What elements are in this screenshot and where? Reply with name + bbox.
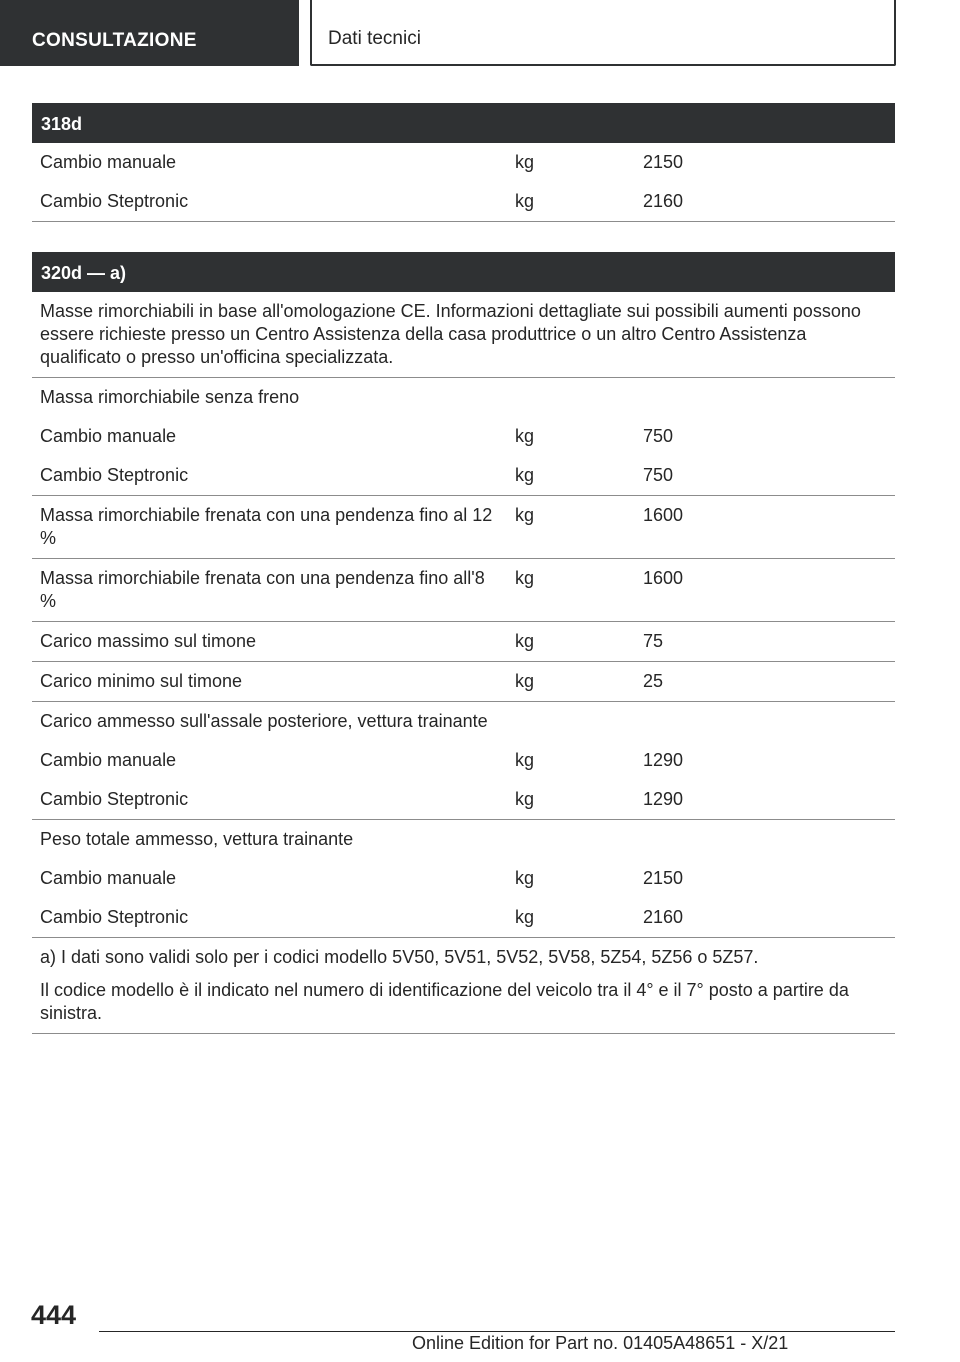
table-row	[32, 143, 895, 182]
row-label: Massa rimorchiabile frenata con una pendenza fino all'8 %	[40, 568, 485, 611]
row-label: Cambio manuale	[40, 152, 177, 172]
row-label: Cambio Steptronic	[40, 465, 189, 485]
row-label: Peso totale ammesso, vettura trainante	[40, 829, 354, 849]
row-label: Carico massimo sul timone	[40, 631, 257, 651]
row-value: 25	[643, 671, 664, 691]
row-unit: kg	[515, 868, 535, 888]
spec-table-320d	[32, 252, 895, 1034]
row-unit: kg	[515, 907, 535, 927]
group-heading	[32, 702, 895, 741]
intro-paragraph: Masse rimorchiabili in base all'omologazione CE. Informazioni dettagliate sui possibili aumenti possono essere richieste presso un Centro Assistenza della casa produttrice o un altro Centro Assistenza qualificato o presso un'officina specializzata.	[32, 292, 895, 378]
row-value: 1290	[643, 789, 684, 809]
footnote-a: a) I dati sono validi solo per i codici modello 5V50, 5V51, 5V52, 5V58, 5Z54, 5Z56 o 5Z57.	[40, 947, 759, 967]
row-unit: kg	[515, 568, 535, 588]
row-unit: kg	[515, 631, 535, 651]
section-tab	[0, 0, 299, 66]
row-unit: kg	[515, 671, 535, 691]
row-unit: kg	[515, 152, 535, 172]
row-label: Cambio manuale	[40, 868, 177, 888]
table-row	[32, 559, 895, 622]
row-label: Cambio Steptronic	[40, 907, 189, 927]
table-row	[32, 417, 895, 456]
table-row	[32, 622, 895, 662]
group-heading	[32, 378, 895, 417]
table-row	[32, 496, 895, 559]
row-label: Massa rimorchiabile senza freno	[40, 387, 300, 407]
table-row	[32, 662, 895, 702]
table-row	[32, 780, 895, 820]
row-label: Cambio Steptronic	[40, 789, 189, 809]
row-label: Cambio manuale	[40, 426, 177, 446]
row-value: 2150	[643, 868, 684, 888]
chapter-title: Dati tecnici	[328, 28, 421, 49]
row-label: Carico minimo sul timone	[40, 671, 243, 691]
row-value: 2160	[643, 191, 684, 211]
section-title: CONSULTAZIONE	[32, 30, 197, 51]
row-value: 2160	[643, 907, 684, 927]
table-row	[32, 859, 895, 898]
spec-table-318d	[32, 103, 895, 222]
footer-divider	[99, 1331, 895, 1332]
row-value: 75	[643, 631, 664, 651]
row-unit: kg	[515, 191, 535, 211]
table-heading: 318d	[32, 103, 895, 143]
table-row	[32, 741, 895, 780]
row-value: 750	[643, 426, 674, 446]
row-value: 1600	[643, 568, 684, 588]
table-heading: 320d — a)	[32, 252, 895, 292]
group-heading	[32, 820, 895, 859]
row-unit: kg	[515, 750, 535, 770]
row-label: Cambio manuale	[40, 750, 177, 770]
row-value: 2150	[643, 152, 684, 172]
row-label: Carico ammesso sull'assale posteriore, vettura trainante	[40, 711, 488, 731]
chapter-tab	[310, 0, 896, 66]
row-unit: kg	[515, 426, 535, 446]
row-unit: kg	[515, 465, 535, 485]
page-number: 444	[31, 1300, 77, 1330]
table-row	[32, 182, 895, 222]
footnote-model-code: Il codice modello è il indicato nel numero di identificazione del veicolo tra il 4° e il 7° posto a partire da sinistra.	[32, 971, 895, 1034]
row-unit: kg	[515, 505, 535, 525]
row-value: 750	[643, 465, 674, 485]
table-row	[32, 456, 895, 496]
row-label: Cambio Steptronic	[40, 191, 189, 211]
row-unit: kg	[515, 789, 535, 809]
row-value: 1600	[643, 505, 684, 525]
row-label: Massa rimorchiabile frenata con una pendenza fino al 12 %	[40, 505, 493, 548]
table-row	[32, 898, 895, 938]
row-value: 1290	[643, 750, 684, 770]
edition-note: Online Edition for Part no. 01405A48651 - X/21	[412, 1333, 789, 1353]
